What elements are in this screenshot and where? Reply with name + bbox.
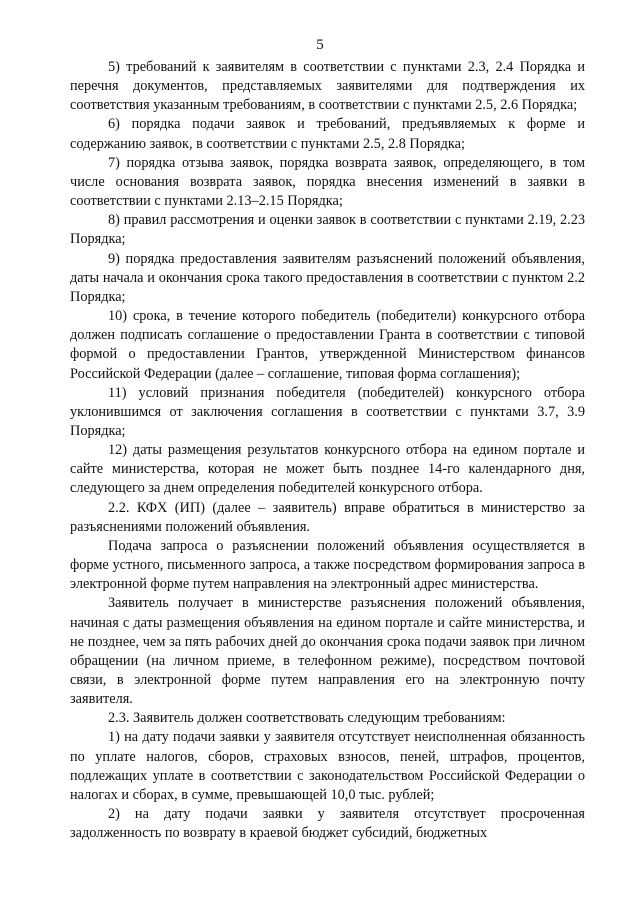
paragraph-section-2-2: 2.2. КФХ (ИП) (далее – заявитель) вправе обратиться в министерство за разъяснениями положений объявления. xyxy=(70,499,585,535)
paragraph-item-10-agreement-term: 10) срока, в течение которого победитель (победители) конкурсного отбора должен подписать соглашение о предоставлении Гранта в соответствии с типовой формой о предоставлении Грантов, утвержденной Министерством финансов Российской Федерации (далее – соглашение, типовая форма соглашения); xyxy=(70,308,585,382)
page-number: 5 xyxy=(316,37,324,53)
paragraph-item-11-evasion-conditions: 11) условий признания победителя (победителей) конкурсного отбора уклонившимся от заключения соглашения в соответствии с пунктами 3.7, 3.9 Порядка; xyxy=(70,384,585,439)
paragraph-item-6-submission-order: 6) порядка подачи заявок и требований, предъявляемых к форме и содержанию заявок, в соответствии с пунктами 2.5, 2.8 Порядка; xyxy=(70,116,585,152)
paragraph-item-7-withdrawal-order: 7) порядка отзыва заявок, порядка возврата заявок, определяющего, в том числе основания возврата заявок, порядка внесения изменений в заявки в соответствии с пунктами 2.13–2.15 Порядка; xyxy=(70,154,585,210)
paragraph-applicant-clarifications: Заявитель получает в министерстве разъяснения положений объявления, начиная с даты размещения объявления на едином портале и сайте министерства, и не позднее, чем за пять рабочих дней до окончания срока подачи заявок при личном обращении (на личном приеме, в телефонном режиме), посредством почтовой связи, в электронной форме путем направления его на электронную почту заявителя. xyxy=(70,595,585,708)
paragraph-section-2-3: 2.3. Заявитель должен соответствовать следующим требованиям: xyxy=(108,710,506,727)
document-body xyxy=(70,58,585,843)
paragraph-request-submission: Подача запроса о разъяснении положений объявления осуществляется в форме устного, письменного запроса, а также посредством формирования запроса в электронной форме путем направления на электронный адрес министерства. xyxy=(70,537,585,593)
paragraph-item-9-clarifications: 9) порядка предоставления заявителям разъяснений положений объявления, даты начала и окончания срока такого предоставления в соответствии с пунктом 2.2 Порядка; xyxy=(70,250,585,305)
paragraph-item-12-results-date: 12) даты размещения результатов конкурсного отбора на едином портале и сайте министерства, которая не может быть позднее 14-го календарного дня, следующего за днем определения победителей конкурсного отбора. xyxy=(70,442,585,497)
paragraph-requirement-2: 2) на дату подачи заявки у заявителя отсутствует просроченная задолженность по возврату в краевой бюджет субсидий, бюджетных xyxy=(70,806,585,842)
paragraph-item-8-review-rules: 8) правил рассмотрения и оценки заявок в соответствии с пунктами 2.19, 2.23 Порядка; xyxy=(70,212,585,248)
paragraph-item-5-requirements: 5) требований к заявителям в соответствии с пунктами 2.3, 2.4 Порядка и перечня документов, представляемых заявителями для подтверждения их соответствия указанным требованиям, в соответствии с пунктами 2.5, 2.6 Порядка; xyxy=(70,59,585,114)
paragraph-requirement-1: 1) на дату подачи заявки у заявителя отсутствует неисполненная обязанность по уплате налогов, сборов, страховых взносов, пеней, штрафов, процентов, подлежащих уплате в соответствии с законодательством Российской Федерации о налогах и сборах, в сумме, превышающей 10,0 тыс. рублей; xyxy=(70,729,585,803)
